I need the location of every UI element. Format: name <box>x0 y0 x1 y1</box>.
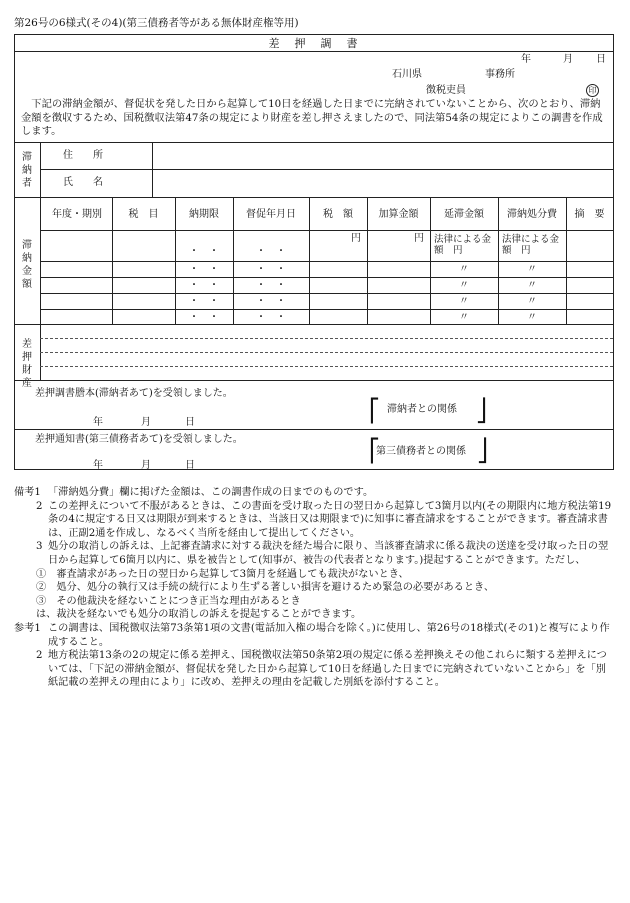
receipt2-day: 日 <box>185 460 195 471</box>
disposition-cost-ditto: 〃 <box>527 280 537 291</box>
note-sanko-1: 参考1 この調書は、国税徴収法第73条第1項の文書(電話加入権の場合を除く。)に使用し、第26号の18様式(その1)と複写により作成すること。 <box>14 622 610 648</box>
due-date-dots: ・ ・ <box>189 246 219 257</box>
name-label: 氏 名 <box>63 177 103 188</box>
receipt2-year: 年 <box>93 460 103 471</box>
form-number-title: 第26号の6様式(その4)(第三債務者等がある無体財産権等用) <box>14 17 299 29</box>
note-sanko-2: 2 地方税法第13条の2の規定に係る差押え、国税徴収法第50条第2項の規定に係る差押換えその他これらに類する差押えについては、「下記の滞納金額が、督促状を発した日から起算して10日を経過した日までに完納されていないことから」を「別紙記載の差押えの理由により」に改め、差押えの理由を記載した別紙を添付すること。 <box>36 650 607 689</box>
demand-date-dots: ・ ・ <box>256 264 286 275</box>
due-date-dots: ・ ・ <box>189 264 219 275</box>
address-label: 住 所 <box>63 150 103 161</box>
tax-amount-unit: 円 <box>351 233 361 244</box>
column-header-remarks: 摘 要 <box>574 209 605 220</box>
header-year: 年 <box>521 54 531 65</box>
note-biko-3: 3 処分の取消しの訴えは、上記審査請求に対する裁決を経た場合に限り、当該審査請求に係る裁決の送達を受け取った日の翌日から起算して6箇月以内に、県を被告として(知事が、被告の代表者となります。)提起することができます。ただし、 <box>36 541 609 566</box>
due-date-dots: ・ ・ <box>189 280 219 291</box>
late-fee-ditto: 〃 <box>459 280 469 291</box>
official-seal-icon: 印 <box>586 84 599 97</box>
note-biko-3-item: ③ その他裁決を経ないことにつき正当な理由があるとき <box>36 595 301 607</box>
intro-paragraph: 下記の滞納金額が、督促状を発した日から起算して10日を経過した日までに完納されていないことから、次のとおり、滞納金額を徴収するため、国税徴収法第47条の規定により財産を差し押さえましたので、同法第54条の規定によりこの調書を作成します。 <box>21 98 603 137</box>
note-biko-1: 備考1 「滞納処分費」欄に掲げた金額は、この調書作成の日までのものです。 <box>14 487 374 498</box>
receipt1-month: 月 <box>141 417 151 428</box>
property-section-label: 差押財産 <box>22 339 32 389</box>
disposition-cost-ditto: 〃 <box>527 312 537 323</box>
bracket-open-icon: ⎡ <box>369 439 380 464</box>
disposition-cost-ditto: 〃 <box>527 264 537 275</box>
column-header-fiscal-period: 年度・期別 <box>52 209 102 220</box>
arrears-section-label: 滞納金額 <box>22 240 32 290</box>
office-name: 事務所 <box>485 69 515 80</box>
taxpayer-section-label: 滞納者 <box>22 152 32 189</box>
demand-date-dots: ・ ・ <box>256 280 286 291</box>
due-date-dots: ・ ・ <box>189 312 219 323</box>
column-header-tax-amount: 税 額 <box>323 209 353 220</box>
late-fee-by-law: 法律による金額 円 <box>434 234 492 256</box>
taxpayer-relation-label: 滞納者との関係 <box>387 404 457 415</box>
header-day: 日 <box>596 54 606 65</box>
additional-amount-unit: 円 <box>414 233 424 244</box>
document-title: 差 押 調 書 <box>268 37 360 50</box>
receipt2-month: 月 <box>141 460 151 471</box>
disposition-cost-ditto: 〃 <box>527 296 537 307</box>
receipt1-year: 年 <box>93 417 103 428</box>
bracket-open-icon: ⎡ <box>369 399 380 424</box>
late-fee-ditto: 〃 <box>459 296 469 307</box>
demand-date-dots: ・ ・ <box>256 312 286 323</box>
column-header-disposition-cost: 滞納処分費 <box>507 209 557 220</box>
column-header-additional-amount: 加算金額 <box>378 209 419 220</box>
note-biko-3-tail: は、裁決を経ないでも処分の取消しの訴えを提起することができます。 <box>36 609 362 621</box>
late-fee-ditto: 〃 <box>459 312 469 323</box>
column-header-tax-item: 税 目 <box>128 209 159 220</box>
bracket-close-icon: ⎦ <box>477 439 488 464</box>
third-party-relation-label: 第三債務者との関係 <box>376 446 466 457</box>
demand-date-dots: ・ ・ <box>256 246 286 257</box>
note-biko-3-item: ② 処分、処分の執行又は手続の続行により生ずる著しい損害を避けるため緊急の必要があるとき、 <box>36 582 495 594</box>
disposition-cost-by-law: 法律による金額 円 <box>502 234 560 256</box>
column-header-demand-date: 督促年月日 <box>246 209 296 220</box>
header-month: 月 <box>563 54 573 65</box>
bracket-close-icon: ⎦ <box>476 399 487 424</box>
note-biko-2: 2 この差押えについて不服があるときは、この書面を受け取った日の翌日から起算して3箇月以内(その期限内に地方税法第19条の4に規定する日又は期限が到来するときは、当該日又は期限まで)に知事に審査請求をすることができます。審査請求書は、正副2通を作成し、なるべく当所を経由して提出してください。 <box>36 500 612 539</box>
demand-date-dots: ・ ・ <box>256 296 286 307</box>
copy-received-text: 差押調書謄本(滞納者あて)を受領しました。 <box>35 388 233 399</box>
seizure-record-form <box>14 34 614 470</box>
prefecture-name: 石川県 <box>392 69 422 80</box>
due-date-dots: ・ ・ <box>189 296 219 307</box>
receipt1-day: 日 <box>185 417 195 428</box>
notes-section <box>14 486 616 690</box>
note-biko-3-item: ① 審査請求があった日の翌日から起算して3箇月を経過しても裁決がないとき、 <box>36 568 409 580</box>
notice-received-text: 差押通知書(第三債務者あて)を受領しました。 <box>35 434 243 445</box>
column-header-late-fee: 延滞金額 <box>444 209 484 220</box>
late-fee-ditto: 〃 <box>459 264 469 275</box>
column-header-due-date: 納期限 <box>189 209 219 220</box>
tax-official-label: 徴税吏員 <box>426 85 466 96</box>
